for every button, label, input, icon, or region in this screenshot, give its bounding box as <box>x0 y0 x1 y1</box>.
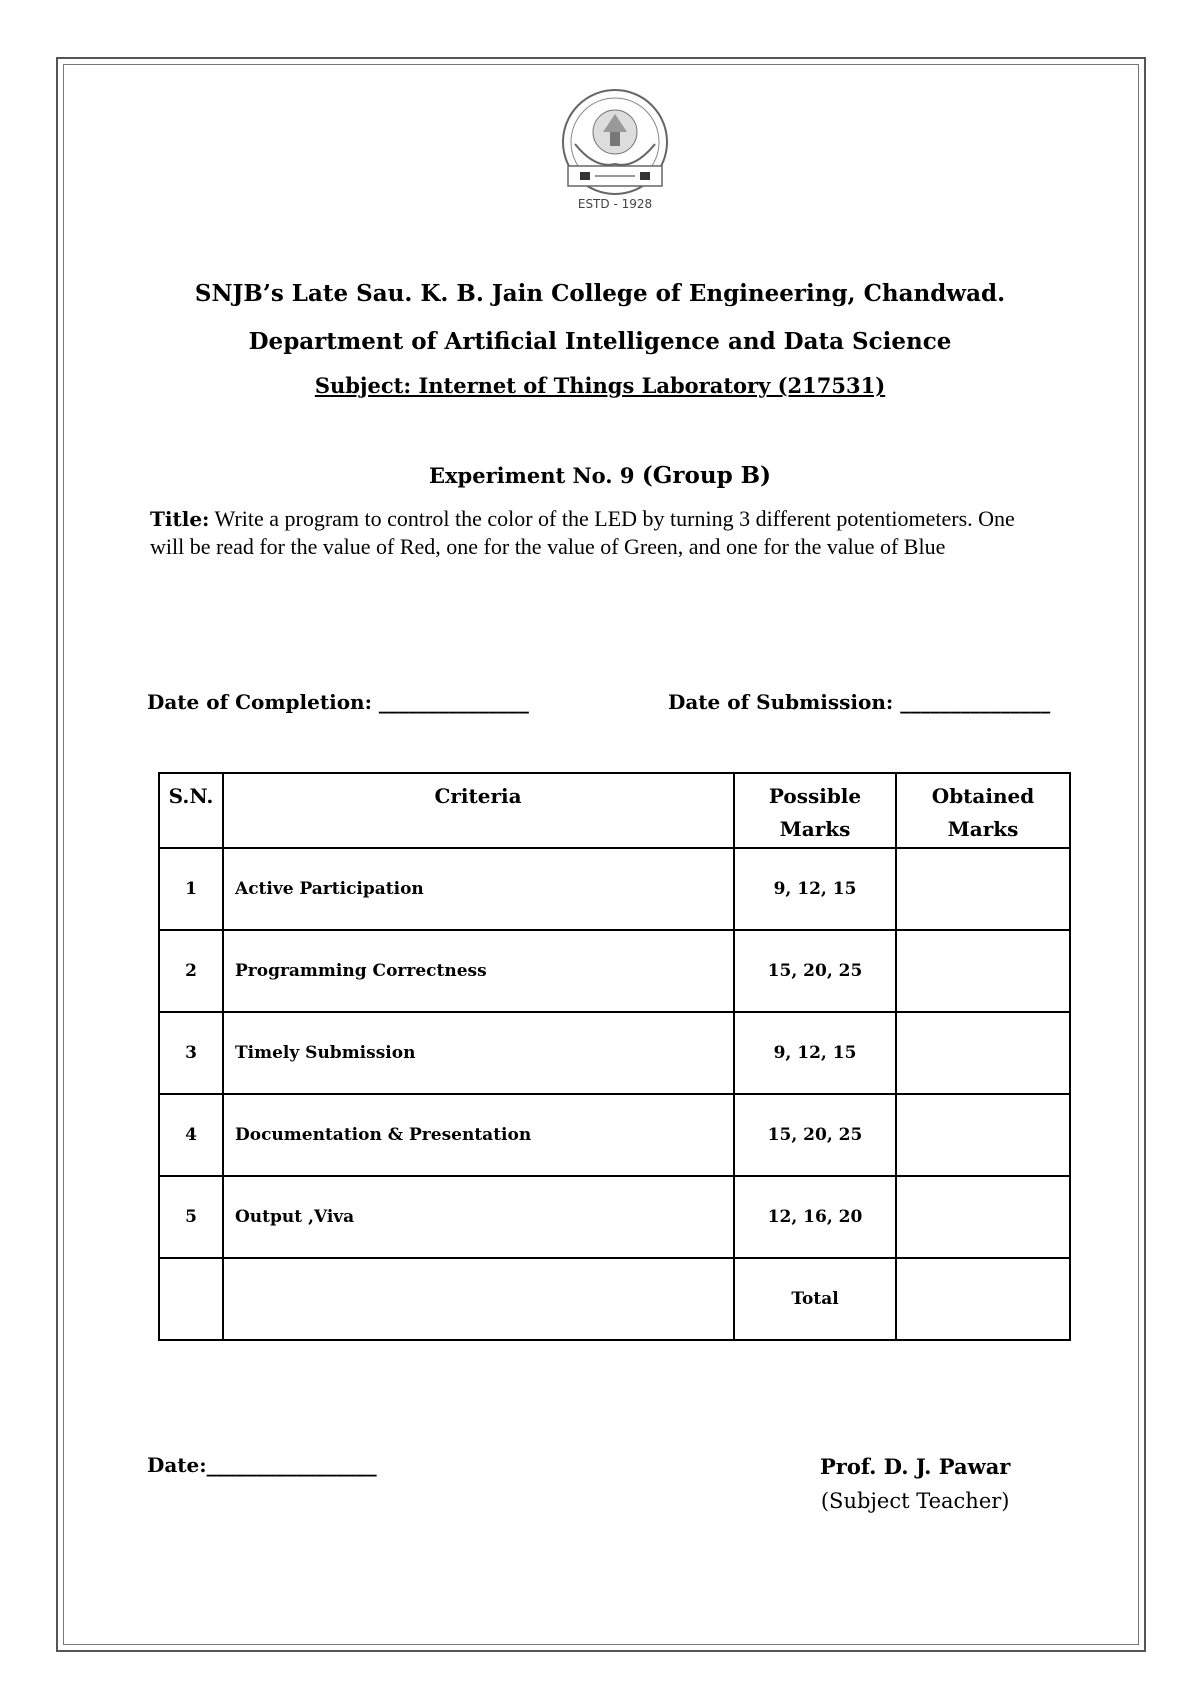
college-emblem-icon <box>540 74 690 214</box>
header-obtained-line2: Marks <box>947 817 1019 841</box>
header-possible-line1: Possible <box>768 784 862 808</box>
experiment-title <box>150 505 1020 560</box>
row-obtained-marks <box>896 1176 1070 1258</box>
header-sn: S.N. <box>159 773 223 848</box>
row-criteria: Active Participation <box>223 848 734 930</box>
row-possible-marks: 9, 12, 15 <box>734 1012 896 1094</box>
total-sn-cell <box>159 1258 223 1340</box>
date-of-submission: Date of Submission: _______________ <box>668 690 1051 714</box>
table-row <box>159 1094 1070 1176</box>
teacher-signature <box>820 1450 1010 1518</box>
teacher-name: Prof. D. J. Pawar <box>820 1454 1011 1479</box>
row-possible-marks: 15, 20, 25 <box>734 930 896 1012</box>
subject-title: Subject: Internet of Things Laboratory (217531) <box>314 373 886 398</box>
department-name: Department of Artificial Intelligence and Data Science <box>248 328 952 355</box>
estd-label: ESTD - 1928 <box>577 197 653 211</box>
experiment-group: (Group B) <box>641 462 771 489</box>
row-sn: 5 <box>159 1176 223 1258</box>
row-possible-marks: 12, 16, 20 <box>734 1176 896 1258</box>
table-total-row <box>159 1258 1070 1340</box>
header-criteria: Criteria <box>223 773 734 848</box>
title-label: Title: <box>150 507 210 531</box>
row-criteria: Output ,Viva <box>223 1176 734 1258</box>
row-possible-marks: 9, 12, 15 <box>734 848 896 930</box>
row-sn: 4 <box>159 1094 223 1176</box>
row-obtained-marks <box>896 848 1070 930</box>
row-criteria: Programming Correctness <box>223 930 734 1012</box>
row-sn: 2 <box>159 930 223 1012</box>
date-of-completion: Date of Completion: _______________ <box>147 690 529 714</box>
row-possible-marks: 15, 20, 25 <box>734 1094 896 1176</box>
signature-date: Date:_________________ <box>147 1453 377 1477</box>
marks-table <box>158 772 1071 1341</box>
row-criteria: Documentation & Presentation <box>223 1094 734 1176</box>
table-row <box>159 1012 1070 1094</box>
college-name: SNJB’s Late Sau. K. B. Jain College of Engineering, Chandwad. <box>194 280 1006 307</box>
total-label: Total <box>734 1258 896 1340</box>
table-header-row <box>159 773 1070 848</box>
experiment-number: Experiment No. 9 <box>429 463 635 488</box>
table-row <box>159 1176 1070 1258</box>
row-criteria: Timely Submission <box>223 1012 734 1094</box>
experiment-heading <box>0 462 1200 489</box>
row-sn: 3 <box>159 1012 223 1094</box>
title-text: Write a program to control the color of the LED by turning 3 different potentiometers. One will be read for the value of Red, one for the value of Green, and one for the value of Blue <box>150 506 1015 559</box>
row-obtained-marks <box>896 1012 1070 1094</box>
header-possible-line2: Marks <box>779 817 851 841</box>
total-obtained-cell <box>896 1258 1070 1340</box>
total-criteria-cell <box>223 1258 734 1340</box>
teacher-role: (Subject Teacher) <box>820 1489 1010 1513</box>
header-obtained-line1: Obtained <box>931 784 1035 808</box>
header-possible-marks <box>734 773 896 848</box>
row-obtained-marks <box>896 1094 1070 1176</box>
table-row <box>159 848 1070 930</box>
table-row <box>159 930 1070 1012</box>
header-obtained-marks <box>896 773 1070 848</box>
row-sn: 1 <box>159 848 223 930</box>
row-obtained-marks <box>896 930 1070 1012</box>
